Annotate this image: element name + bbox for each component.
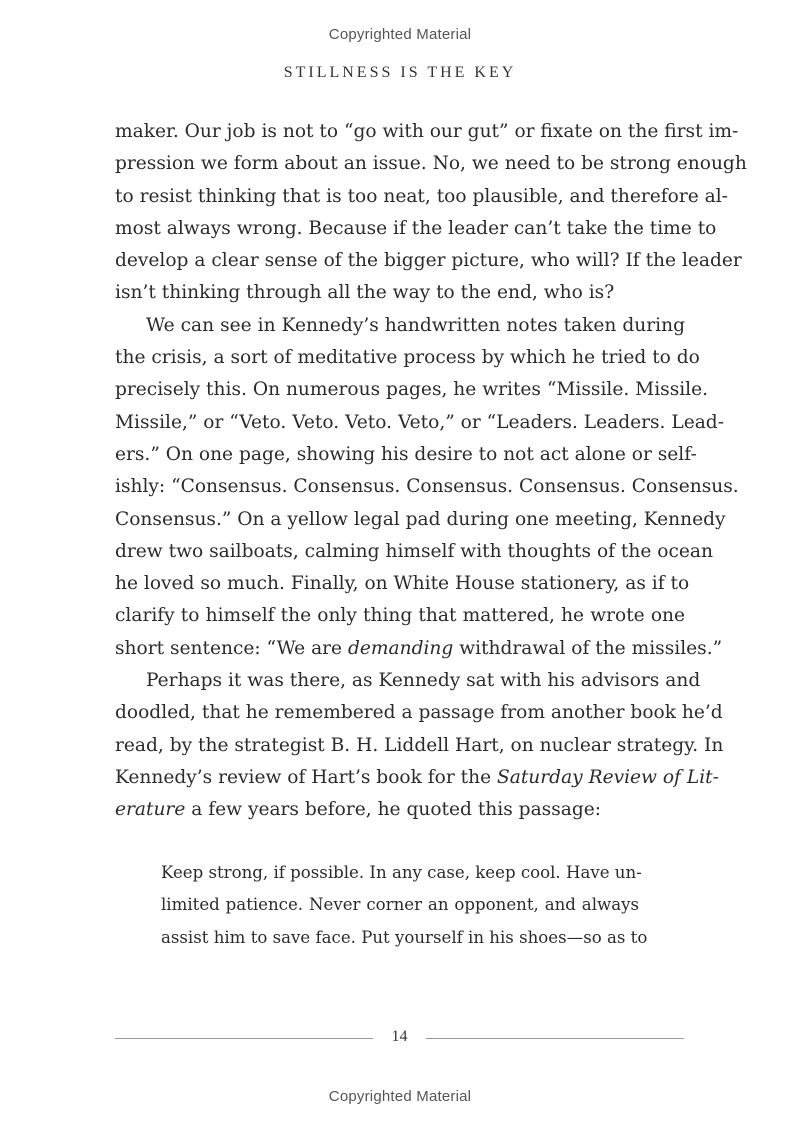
text-run: Kennedy’s review of Hart’s book for the [115,766,498,788]
body-line: Consensus.” On a yellow legal pad during one meeting, Kennedy [115,508,726,530]
body-line: develop a clear sense of the bigger picture, who will? If the leader [115,250,742,272]
body-line-with-emphasis [115,762,719,794]
body-line: We can see in Kennedy’s handwritten notes taken during [146,314,685,336]
copyright-notice-bottom: Copyrighted Material [328,1088,472,1105]
body-line: doodled, that he remembered a passage from another book he’d [115,702,723,724]
text-run: a few years before, he quoted this passage: [185,799,602,821]
body-line: to resist thinking that is too neat, too plausible, and therefore al- [115,185,728,207]
body-line: clarify to himself the only thing that mattered, he wrote one [115,605,685,627]
body-line: the crisis, a sort of meditative process by which he tried to do [115,347,700,369]
body-line: ishly: “Consensus. Consensus. Consensus. Consensus. Consensus. [115,476,739,498]
body-line-with-emphasis [115,633,723,665]
body-line: he loved so much. Finally, on White House stationery, as if to [115,573,690,595]
footer-rule-left [115,1038,373,1039]
publication-title: erature [115,799,186,821]
body-line: isn’t thinking through all the way to the end, who is? [115,282,615,304]
page-number: 14 [391,1028,408,1045]
quote-line: assist him to save face. Put yourself in his shoes—so as to [161,927,648,947]
text-run: withdrawal of the missiles.” [453,637,723,659]
body-line: Perhaps it was there, as Kennedy sat with his advisors and [146,670,701,692]
copyright-notice-top: Copyrighted Material [328,26,472,43]
block-quote [161,857,648,954]
body-line: maker. Our job is not to “go with our gut” or fixate on the first im- [115,121,739,142]
publication-title: Saturday Review of Lit- [497,766,719,788]
footer-rule-right [426,1038,684,1039]
running-head-book-title: STILLNESS IS THE KEY [283,64,517,81]
text-run: short sentence: “We are [115,637,348,659]
quote-line: limited patience. Never corner an opponent, and always [161,895,639,915]
body-line: most always wrong. Because if the leader can’t take the time to [115,217,717,239]
body-line: precisely this. On numerous pages, he writes “Missile. Missile. [115,379,709,401]
body-line: drew two sailboats, calming himself with thoughts of the ocean [115,540,713,562]
body-line-with-emphasis [115,794,685,826]
body-line: Missile,” or “Veto. Veto. Veto. Veto,” or “Leaders. Leaders. Lead- [115,411,724,433]
body-line: ers.” On one page, showing his desire to not act alone or self- [115,443,697,465]
body-text [115,116,747,827]
emphasized-word: demanding [347,637,454,659]
quote-line: Keep strong, if possible. In any case, keep cool. Have un- [161,863,642,882]
body-line: read, by the strategist B. H. Liddell Hart, on nuclear strategy. In [115,734,724,756]
body-line: pression we form about an issue. No, we need to be strong enough [115,153,747,175]
